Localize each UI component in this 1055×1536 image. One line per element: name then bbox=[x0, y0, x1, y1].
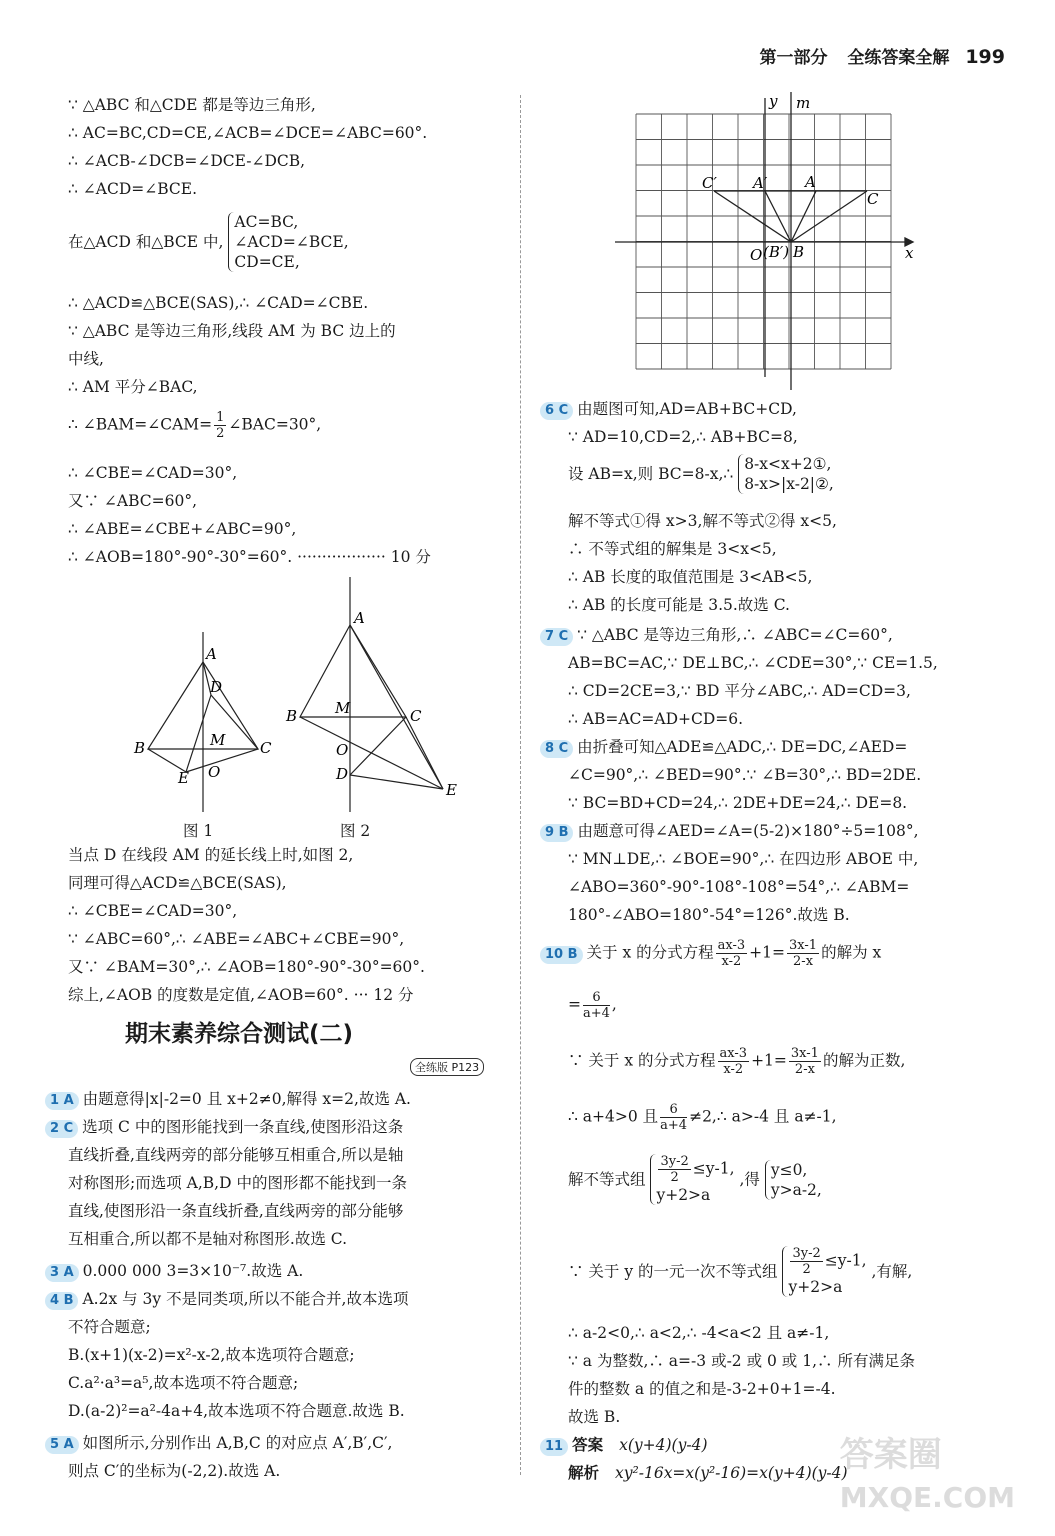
label-point: C bbox=[410, 707, 422, 725]
label-m: m bbox=[796, 94, 811, 112]
answer-text: ∴ a-2<0,∴ a<2,∴ -4<a<2 且 a≠-1, bbox=[568, 1324, 830, 1342]
answer-text: C.a²·a³=a⁵,故本选项不符合题意; bbox=[68, 1374, 299, 1392]
answer-text: A.2x 与 3y 不是同类项,所以不能合并,故本选项 bbox=[82, 1290, 409, 1308]
answer-text: ∠ABO=360°-90°-108°-108°=54°,∴ ∠ABM= bbox=[568, 878, 910, 896]
label-a-prime: A′ bbox=[753, 174, 768, 192]
denominator: x-2 bbox=[721, 954, 742, 969]
answer-text: ∠C=90°,∴ ∠BED=90°.∵ ∠B=30°,∴ BD=2DE. bbox=[568, 766, 922, 784]
fraction bbox=[660, 1102, 687, 1133]
answer-text: ∵ 关于 y 的一元一次不等式组 bbox=[568, 1262, 778, 1281]
fig2-line-ce bbox=[406, 717, 443, 789]
numerator: 3y-2 bbox=[792, 1246, 821, 1261]
answer-text: 直线折叠,直线两旁的部分能够互相重合,所以是轴 bbox=[68, 1146, 404, 1164]
label-point: C bbox=[260, 739, 272, 757]
answer-text: ∴ a+4>0 且 bbox=[568, 1107, 659, 1126]
answer-item bbox=[45, 1116, 403, 1138]
answer-text: ∴ AB=AC=AD+CD=6. bbox=[568, 710, 744, 728]
answer-text: 解不等式组 bbox=[568, 1170, 646, 1189]
answer-tag: 4 B bbox=[45, 1292, 78, 1310]
answer-item bbox=[540, 398, 797, 420]
numerator: 3y-2 bbox=[660, 1154, 689, 1169]
system-brace bbox=[738, 454, 834, 494]
equation-line bbox=[568, 1046, 905, 1077]
explanation-label: 解析 bbox=[568, 1464, 600, 1482]
system-prefix: 设 AB=x,则 BC=8-x,∴ bbox=[568, 465, 734, 483]
label-point: B bbox=[286, 707, 298, 725]
fraction bbox=[716, 938, 748, 969]
text-line: 中线, bbox=[68, 350, 104, 368]
answer-text: ∴ AB 的长度可能是 3.5.故选 C. bbox=[568, 596, 790, 614]
numerator: 6 bbox=[583, 990, 610, 1006]
denominator: 2 bbox=[216, 426, 225, 441]
answer-text: 件的整数 a 的值之和是-3-2+0+1=-4. bbox=[568, 1380, 836, 1398]
answer-item bbox=[45, 1260, 303, 1282]
text-line: ∴ AC=BC,CD=CE,∠ACB=∠DCE=∠ABC=60°. bbox=[68, 124, 428, 142]
text-line: 综上,∠AOB 的度数是定值,∠AOB=60°. ··· 12 分 bbox=[68, 986, 414, 1004]
system-brace bbox=[765, 1160, 822, 1200]
test-reference: 全练版 P123 bbox=[410, 1058, 484, 1076]
fraction bbox=[787, 938, 819, 969]
answer-item bbox=[540, 1434, 708, 1456]
numerator: 1 bbox=[216, 410, 225, 425]
equation-part: ∠BAC=30°, bbox=[228, 415, 322, 434]
fraction bbox=[583, 990, 610, 1021]
equation-part: ∴ ∠BAM=∠CAM= bbox=[68, 415, 213, 434]
answer-label: 答案 bbox=[572, 1436, 604, 1454]
answer-text: = bbox=[568, 995, 581, 1014]
answer-text: 由题图可知,AD=AB+BC+CD, bbox=[577, 400, 797, 418]
geometry-figures bbox=[128, 577, 488, 847]
answer-tag: 1 A bbox=[45, 1092, 79, 1110]
text-line: 又∵ ∠BAM=30°,∴ ∠AOB=180°-90°-30°=60°. bbox=[68, 958, 425, 976]
answer-item bbox=[540, 820, 919, 842]
equation-line bbox=[568, 1102, 837, 1133]
denominator: 2-x bbox=[794, 1062, 815, 1077]
label-point: M bbox=[210, 731, 226, 749]
label-origin: O bbox=[750, 246, 763, 264]
system-line: AC=BC, bbox=[234, 213, 299, 231]
text-line: ∴ ∠CBE=∠CAD=30°, bbox=[68, 902, 238, 920]
system-line: 8-x<x+2①, bbox=[744, 455, 832, 473]
answer-text: ,有解, bbox=[871, 1262, 913, 1281]
fraction bbox=[789, 1046, 821, 1077]
text-line: 又∵ ∠ABC=60°, bbox=[68, 492, 198, 510]
answer-text: ∵ △ABC 是等边三角形,∴ ∠ABC=∠C=60°, bbox=[577, 626, 893, 644]
text-line: ∴ ∠AOB=180°-90°-30°=60°. ·················· 10 分 bbox=[68, 548, 431, 566]
answer-text: 关于 x 的分式方程 bbox=[586, 943, 714, 962]
text-line: 同理可得△ACD≌△BCE(SAS), bbox=[68, 874, 287, 892]
label-point: A bbox=[206, 645, 217, 663]
answer-text: 由题意可得∠AED=∠A=(5-2)×180°÷5=108°, bbox=[577, 822, 919, 840]
answer-text: ∴ 不等式组的解集是 3<x<5, bbox=[568, 540, 777, 558]
system-line: y+2>a bbox=[656, 1186, 711, 1204]
fraction bbox=[790, 1246, 822, 1277]
denominator: x-2 bbox=[723, 1062, 744, 1077]
numerator: ax-3 bbox=[719, 1046, 748, 1061]
answer-text: 直线,使图形沿一条直线折叠,直线两旁的部分能够 bbox=[68, 1202, 404, 1220]
equation-line bbox=[68, 410, 321, 441]
answer-tag: 11 bbox=[540, 1438, 568, 1456]
answer-text: ∵ AD=10,CD=2,∴ AB+BC=8, bbox=[568, 428, 798, 446]
answer-text: , bbox=[611, 995, 617, 1014]
figure-caption-2: 图 2 bbox=[340, 822, 371, 840]
system-line: ∠ACD=∠BCE, bbox=[234, 233, 349, 251]
text-line: ∴ ∠ACB-∠DCB=∠DCE-∠DCB, bbox=[68, 152, 306, 170]
answer-text: 的解为正数, bbox=[822, 1051, 906, 1070]
system-line: ≤y-1, bbox=[692, 1159, 735, 1178]
system-brace bbox=[782, 1246, 866, 1297]
fraction bbox=[214, 410, 226, 441]
answer-text: D.(a-2)²=a²-4a+4,故本选项不符合题意.故选 B. bbox=[68, 1402, 405, 1420]
text-line: 当点 D 在线段 AM 的延长线上时,如图 2, bbox=[68, 846, 354, 864]
inequality-solve bbox=[568, 1154, 822, 1205]
label-point: D bbox=[336, 765, 349, 783]
text-line: ∴ ∠CBE=∠CAD=30°, bbox=[68, 464, 238, 482]
fraction bbox=[718, 1046, 750, 1077]
fraction bbox=[658, 1154, 690, 1185]
system-prefix: 在△ACD 和△BCE 中, bbox=[68, 233, 224, 251]
answer-tag: 10 B bbox=[540, 946, 583, 964]
fig1-line-ce bbox=[186, 749, 258, 772]
answer-text: 的解为 x bbox=[821, 943, 882, 962]
column-divider bbox=[520, 95, 521, 1475]
label-point: D bbox=[210, 678, 223, 696]
answer-text: 180°-∠ABO=180°-54°=126°.故选 B. bbox=[568, 906, 850, 924]
label-point: A bbox=[354, 609, 365, 627]
system-brace bbox=[228, 212, 348, 272]
answer-text: 选项 C 中的图形能找到一条直线,使图形沿这条 bbox=[82, 1118, 404, 1136]
label-point: E bbox=[178, 769, 189, 787]
answer-text: ,得 bbox=[739, 1170, 760, 1189]
answer-tag: 9 B bbox=[540, 824, 573, 842]
answer-text: 0.000 000 3=3×10⁻⁷.故选 A. bbox=[82, 1262, 304, 1280]
label-y: y bbox=[769, 92, 778, 110]
answer-text: x(y+4)(y-4) bbox=[619, 1436, 708, 1454]
answer-text: 由折叠可知△ADE≌△ADC,∴ DE=DC,∠AED= bbox=[577, 738, 908, 756]
answer-tag: 3 A bbox=[45, 1264, 79, 1282]
numerator: 3x-1 bbox=[790, 1046, 819, 1061]
label-a: A bbox=[805, 173, 816, 191]
inequality-system bbox=[568, 454, 834, 494]
answer-tag: 8 C bbox=[540, 740, 573, 758]
system-line: y+2>a bbox=[788, 1278, 843, 1296]
answer-text: +1= bbox=[749, 943, 786, 962]
label-c: C bbox=[867, 190, 879, 208]
label-point: O bbox=[336, 741, 349, 759]
equation-line bbox=[568, 990, 617, 1021]
label-point: B bbox=[134, 739, 146, 757]
system-line: CD=CE, bbox=[234, 253, 300, 271]
text-line: ∵ △ABC 和△CDE 都是等边三角形, bbox=[68, 96, 316, 114]
answer-tag: 6 C bbox=[540, 402, 573, 420]
numerator: 6 bbox=[660, 1102, 687, 1118]
label-point: E bbox=[446, 781, 457, 799]
text-line: ∵ ∠ABC=60°,∴ ∠ABE=∠ABC+∠CBE=90°, bbox=[68, 930, 405, 948]
system-line: y≤0, bbox=[770, 1160, 808, 1179]
fig2-line-ae bbox=[350, 625, 443, 789]
page-number: 199 bbox=[965, 46, 1005, 68]
system-brace bbox=[650, 1154, 734, 1205]
figure-caption-1: 图 1 bbox=[183, 822, 214, 840]
numerator: 3x-1 bbox=[789, 938, 818, 953]
label-point: M bbox=[335, 699, 351, 717]
label-x: x bbox=[905, 244, 914, 262]
answer-text: 解不等式①得 x>3,解不等式②得 x<5, bbox=[568, 512, 837, 530]
denominator: 2 bbox=[670, 1170, 679, 1185]
system-line: y>a-2, bbox=[770, 1180, 822, 1199]
answer-tag: 2 C bbox=[45, 1120, 78, 1138]
label-b-prime: (B′) bbox=[763, 243, 790, 261]
answer-text: ∴ AB 长度的取值范围是 3<AB<5, bbox=[568, 568, 813, 586]
answer-text: 如图所示,分别作出 A,B,C 的对应点 A′,B′,C′, bbox=[82, 1434, 393, 1452]
answer-text: 互相重合,所以都不是轴对称图形.故选 C. bbox=[68, 1230, 348, 1248]
segment-a-prime bbox=[765, 191, 791, 242]
equation-system bbox=[68, 212, 349, 272]
page-header bbox=[759, 43, 1005, 68]
answer-text: B.(x+1)(x-2)=x²-x-2,故本选项符合题意; bbox=[68, 1346, 355, 1364]
text-line: ∴ ∠ACD=∠BCE. bbox=[68, 180, 198, 198]
header-section: 第一部分 bbox=[759, 48, 828, 68]
answer-item bbox=[45, 1432, 392, 1454]
answer-text: +1= bbox=[751, 1051, 787, 1070]
text-line: ∴ ∠ABE=∠CBE+∠ABC=90°, bbox=[68, 520, 297, 538]
answer-item bbox=[540, 736, 907, 758]
answer-text: ∴ CD=2CE=3,∵ BD 平分∠ABC,∴ AD=CD=3, bbox=[568, 682, 911, 700]
answer-text: 对称图形;而选项 A,B,D 中的图形都不能找到一条 bbox=[68, 1174, 407, 1192]
text-line: ∴ AM 平分∠BAC, bbox=[68, 378, 198, 396]
answer-item bbox=[540, 938, 881, 969]
label-b: B bbox=[793, 243, 805, 261]
answer-item bbox=[45, 1288, 408, 1310]
answer-text: AB=BC=AC,∵ DE⊥BC,∴ ∠CDE=30°,∵ CE=1.5, bbox=[568, 654, 938, 672]
watermark-logo: 答案圈 MXQE.COM bbox=[839, 1435, 1015, 1514]
text-line: ∴ △ACD≌△BCE(SAS),∴ ∠CAD=∠CBE. bbox=[68, 294, 369, 312]
answer-text: 故选 B. bbox=[568, 1408, 621, 1426]
answer-text: ∵ 关于 x 的分式方程 bbox=[568, 1051, 716, 1070]
answer-tag: 5 A bbox=[45, 1436, 79, 1454]
answer-text: ∵ MN⊥DE,∴ ∠BOE=90°,∴ 在四边形 ABOE 中, bbox=[568, 850, 919, 868]
answer-text: 由题意得|x|-2=0 且 x+2≠0,解得 x=2,故选 A. bbox=[82, 1090, 411, 1108]
text-line: ∵ △ABC 是等边三角形,线段 AM 为 BC 边上的 bbox=[68, 322, 396, 340]
label-c-prime: C′ bbox=[702, 174, 717, 192]
answer-text: ∵ a 为整数,∴ a=-3 或-2 或 0 或 1,∴ 所有满足条 bbox=[568, 1352, 915, 1370]
label-point: O bbox=[208, 763, 221, 781]
header-book: 全练答案全解 bbox=[847, 48, 950, 68]
explanation-text: xy²-16x=x(y²-16)=x(y+4)(y-4) bbox=[615, 1464, 848, 1482]
denominator: a+4 bbox=[660, 1118, 688, 1133]
answer-item bbox=[45, 1088, 411, 1110]
inequality-has-solution bbox=[568, 1246, 912, 1297]
numerator: ax-3 bbox=[717, 938, 746, 953]
denominator: 2 bbox=[802, 1262, 811, 1277]
segment-c-prime bbox=[714, 191, 791, 242]
answer-text: 不符合题意; bbox=[68, 1318, 151, 1336]
fig2-triangle-abc bbox=[300, 625, 406, 717]
test-title: 期末素养综合测试(二) bbox=[125, 1021, 354, 1047]
answer-tag: 7 C bbox=[540, 628, 573, 646]
system-line: ≤y-1, bbox=[824, 1251, 867, 1270]
denominator: 2-x bbox=[793, 954, 814, 969]
coordinate-grid-figure bbox=[605, 92, 925, 394]
system-line: 8-x>|x-2|②, bbox=[744, 475, 834, 493]
answer-item bbox=[540, 624, 893, 646]
denominator: a+4 bbox=[583, 1006, 610, 1021]
explanation-line bbox=[568, 1462, 848, 1484]
answer-text: ∵ BC=BD+CD=24,∴ 2DE+DE=24,∴ DE=8. bbox=[568, 794, 908, 812]
answer-text: ≠2,∴ a>-4 且 a≠-1, bbox=[689, 1107, 837, 1126]
answer-text: 则点 C′的坐标为(-2,2).故选 A. bbox=[68, 1462, 281, 1480]
segment-c bbox=[791, 191, 867, 242]
